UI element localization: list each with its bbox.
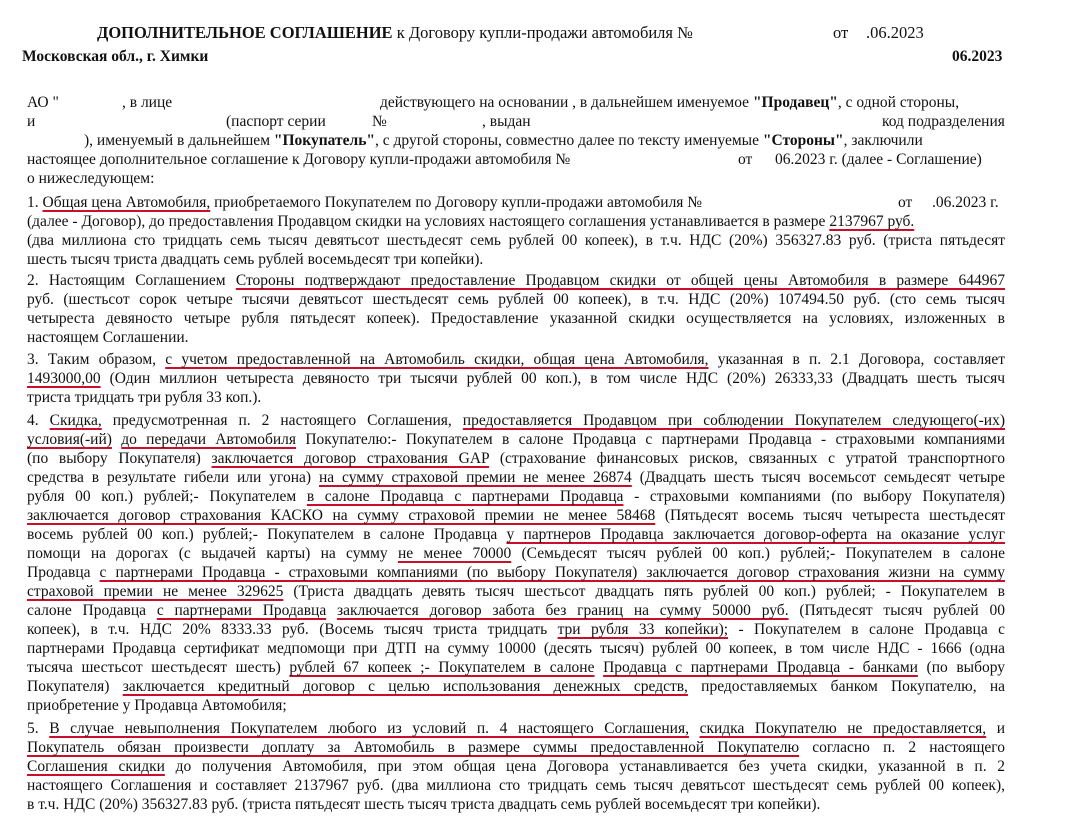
p4-care-kopecks: три рубля 33 копейки);	[557, 621, 729, 638]
p4-gap-contract: заключается договор страхования GAP	[211, 450, 490, 467]
intro-l4a: настоящее дополнительное соглашение к Договору купли-продажи автомобиля №	[27, 151, 571, 168]
p4-credit-contract: заключается кредитный договор с целью использования денежных средств,	[122, 678, 688, 695]
p5-no-discount: скидка Покупателю не предоставляется,	[699, 720, 987, 737]
p4-salon-partners: в салоне Продавца с партнерами Продавца	[306, 488, 624, 505]
p5-agreement-discount: Соглашения скидки	[27, 758, 165, 775]
p5-line1	[27, 720, 1005, 738]
header-date: 06.2023	[952, 48, 1003, 65]
intro-l2a: и	[27, 113, 36, 130]
p4-line10	[27, 583, 1005, 601]
p2-a1: 2. Настоящим Соглашением	[27, 272, 236, 289]
p4-l8c: (Семьдесят тысяч рублей 00 коп.) рублей;- Покупателем в салоне	[511, 545, 1005, 562]
title-from: от	[833, 23, 849, 42]
p3-line1	[27, 351, 1005, 369]
p4-line4	[27, 469, 1005, 487]
p4-l4c: (Двадцать шесть тысяч восемьсот семьдесят четыре	[631, 469, 1005, 486]
p4-line9	[27, 564, 1005, 582]
intro-l4b: от	[738, 151, 753, 168]
intro-l3a: ), именуемый в дальнейшем	[84, 132, 270, 149]
p4-line2	[27, 431, 1005, 449]
p4-banks: Продавца с партнерами Продавца - банками	[603, 659, 918, 676]
p4-line8	[27, 545, 1005, 563]
p4-life-insurance: с партнерами Продавца - страховыми компаниями (по выбору Покупателя) заключается договор страхования жизни на сумму	[99, 564, 1005, 581]
parties-label: "Стороны"	[762, 132, 844, 149]
p4-l11e: (Пятьдесят тысяч рублей 00	[788, 602, 1005, 619]
p4-l7a: восемь рублей 00 коп.) рублей;- Покупателем в салоне Продавца	[27, 526, 507, 543]
p4-l2b	[112, 431, 121, 448]
p4-line11	[27, 602, 1005, 620]
p3-a1: 3. Таким образом,	[27, 351, 166, 368]
p3-b2: (Один миллион четыреста девяносто три тысячи рублей 00 коп.), в том числе НДС (20%) 26333,33 (Двадцать шесть тысяч	[100, 370, 1005, 387]
p4-kasko-contract: заключается договор страхования КАСКО на сумму страховой премии не менее 58468	[27, 507, 656, 524]
place: Московская обл., г. Химки	[22, 48, 209, 65]
p4-l3c: (страхование финансовых рисков, связанных с утратой транспортного	[489, 450, 1005, 467]
p4-line15	[27, 678, 1005, 696]
p4-with-partners: с партнерами Продавца	[156, 602, 327, 619]
p5-l2b: согласно п. 2 настоящего	[799, 739, 1005, 756]
p2-discount-confirmed: Стороны подтверждают предоставление Продавцом скидки от общей цены Автомобиля в размере 644967	[235, 272, 1005, 289]
p3-line2	[27, 370, 1005, 388]
p4-line16: приобретение у Продавца Автомобиля;	[27, 697, 287, 714]
p4-l3a: (по выбору Покупателя)	[27, 450, 212, 467]
p5-l3b: до получения Автомобиля, при этом общая цена Договора устанавливается без учета скидки, указанной в п. 2	[164, 758, 1005, 775]
title-date: .06.2023	[866, 23, 924, 42]
p5-l1a: 5.	[27, 720, 50, 737]
p5-l1e: и	[986, 720, 1006, 737]
p4-l5a: рубля 00 коп.) рублей;- Покупателем	[27, 488, 307, 505]
p3-a3: указанная в п. 2.1 Договора, составляет	[708, 351, 1005, 368]
p4-care-contract: заключается договор забота без границ на сумму 50000 руб.	[337, 602, 789, 619]
intro-l1b: , в лице	[122, 94, 173, 111]
p4-line1	[27, 412, 1005, 430]
p4-line12	[27, 621, 1005, 639]
p1-date: .06.2023 г.	[932, 194, 999, 211]
p2-line1	[27, 272, 1005, 290]
p4-line3	[27, 450, 1005, 468]
title-bold: ДОПОЛНИТЕЛЬНОЕ СОГЛАШЕНИЕ	[97, 23, 393, 42]
p1-line4: шесть тысяч триста двадцать семь рублей восемьдесят три копейки).	[27, 251, 484, 268]
document-title	[97, 24, 693, 42]
p4-l11c	[326, 602, 337, 619]
intro-l2b: (паспорт серии	[226, 113, 326, 130]
intro-l1a: АО "	[27, 94, 59, 111]
p4-l14a: тысяча шестьсот шестьдесят шесть)	[27, 659, 290, 676]
p4-l10b: (Триста двадцать девять тысяч шестьсот двадцать пять рублей 00 коп.) рублей; - Покупателем в	[283, 583, 1005, 600]
p5-line5: в т.ч. НДС (20%) 356327.83 руб. (триста пятьдесят шесть тысяч триста двадцать семь рублей восемьдесят три копейки).	[27, 796, 821, 813]
p3-final-price: 1493000,00	[27, 370, 101, 387]
p5-line3	[27, 758, 1005, 776]
p4-discount: Скидка,	[49, 412, 102, 429]
intro-l2e: код подразделения	[882, 113, 1005, 130]
p4-l14e: (по выбору	[917, 659, 1006, 676]
p1-from: от	[898, 194, 913, 211]
intro-l5: о нижеследующем:	[27, 170, 155, 187]
p4-l2d: Покупателю:- Покупателем в салоне Продавца с партнерами Продавца - страховыми компаниями	[296, 431, 1006, 448]
p1-line2	[27, 213, 914, 231]
p5-line4: настоящего Соглашения и составляет 2137967 руб. (два миллиона сто тридцать семь тысяч девятьсот шестьдесят семь рублей 00 копеек),	[27, 777, 1005, 794]
p4-line13: партнерами Продавца сертификат медпомощи при ДТП на сумму 10000 (десять тысяч) рублей 00 копеек, в том числе НДС - 1666 (одна	[27, 640, 1005, 657]
intro-l4c: 06.2023 г. (далее - Соглашение)	[775, 151, 982, 168]
p2-line3: четыреста девяносто четыре рубля пятьдесят копеек). Предоставление указанной скидки осуществляется на условиях, изложенных в	[27, 310, 1005, 327]
p4-l1a: 4.	[27, 412, 50, 429]
p4-life-premium: страховой премии не менее 329625	[27, 583, 284, 600]
intro-l3e: , заключили	[843, 132, 923, 149]
intro-l3c: , с другой стороны, совместно далее по тексту именуемые	[375, 132, 759, 149]
p4-l12a: копеек), в т.ч. НДС 20% 8333.33 руб. (Восемь тысяч триста тридцать	[27, 621, 558, 638]
p1-a1: 1.	[27, 194, 43, 211]
p4-l11a: салоне Продавца	[27, 602, 157, 619]
intro-l1c-text: действующего на основании , в дальнейшем именуемое	[380, 94, 750, 111]
p4-provided-condition: предоставляется Продавцом при соблюдении Покупателем следующего(-их)	[462, 412, 1005, 429]
p4-road-assistance: у партнеров Продавца заключается договор-оферта на оказание услуг	[506, 526, 1005, 543]
p4-l14c	[594, 659, 603, 676]
p4-l15a: Покупателя)	[27, 678, 123, 695]
p1-a3: приобретаемого Покупателем по Договору купли-продажи автомобиля №	[210, 194, 703, 211]
p1-line1	[27, 194, 702, 212]
p1-total-price: Общая цена Автомобиля,	[42, 194, 211, 211]
p5-l1c	[689, 720, 700, 737]
p1-price-value: 2137967 руб.	[829, 213, 915, 230]
p4-med-kopecks: рублей 67 копеек ;- Покупателем в салоне	[289, 659, 595, 676]
p3-line3: триста тридцать три рубля 33 коп.).	[27, 389, 262, 406]
p4-l1c: предусмотренная п. 2 настоящего Соглашения,	[101, 412, 463, 429]
title-rest: к Договору купли-продажи автомобиля №	[396, 23, 693, 42]
p5-non-fulfillment: В случае невыполнения Покупателем любого из условий п. 4 настоящего Соглашения,	[49, 720, 689, 737]
p4-l9a: Продавца	[27, 564, 100, 581]
p4-l5c: - страховыми компаниями (по выбору Покупателя)	[623, 488, 1006, 505]
p4-l15c: предоставляемых банком Покупателю, на	[687, 678, 1005, 695]
intro-l1c	[380, 94, 959, 112]
p4-before-transfer: до передачи Автомобиля	[121, 431, 297, 448]
p4-l8a: помощи на дорогах (с выдачей карты) на сумму	[27, 545, 398, 562]
p4-l4a: средства в результате гибели или угона)	[27, 469, 319, 486]
p4-conditions: условия(-ий)	[27, 431, 112, 448]
p4-l6b: (Пятьдесят восемь тысяч четыреста шестьдесят	[655, 507, 1005, 524]
intro-l1e: , с одной стороны,	[837, 94, 960, 111]
p4-line5	[27, 488, 1005, 506]
p1-b1: (далее - Договор), до предоставления Продавцом скидки на условиях настоящего соглашения устанавливается в размере	[27, 213, 830, 230]
p1-line3: (два миллиона сто тридцать семь тысяч девятьсот шестьдесят семь рублей 00 копеек), в т.ч. НДС (20%) 356327.83 руб. (триста пятьдесят	[27, 232, 1005, 249]
intro-l3	[84, 132, 923, 150]
seller-label: "Продавец"	[752, 94, 838, 111]
p2-line4: настоящем Соглашении.	[27, 329, 189, 346]
p4-line14	[27, 659, 1005, 677]
p5-surcharge: Покупатель обязан произвести доплату за Автомобиль в размере суммы предоставленной Покупателю	[27, 739, 800, 756]
p5-line2	[27, 739, 1005, 757]
p4-line6	[27, 507, 1005, 525]
intro-l2d: , выдан	[482, 113, 531, 130]
p3-price-with-discount: с учетом предоставленной на Автомобиль скидки, общая цена Автомобиля,	[165, 351, 709, 368]
intro-l2c: №	[372, 113, 387, 130]
p4-line7	[27, 526, 1005, 544]
p4-gap-premium: на сумму страховой премии не менее 26874	[318, 469, 632, 486]
p2-line2: руб. (шестьсот сорок четыре тысячи девятьсот шестьдесят семь рублей 00 копеек), в т.ч. НДС (20%) 107494.50 руб. (сто семь тысяч	[27, 291, 1005, 308]
p4-l12c: - Покупателем в салоне Продавца с	[728, 621, 1005, 638]
p4-road-amount: не менее 70000	[397, 545, 512, 562]
buyer-label: "Покупатель"	[273, 132, 376, 149]
